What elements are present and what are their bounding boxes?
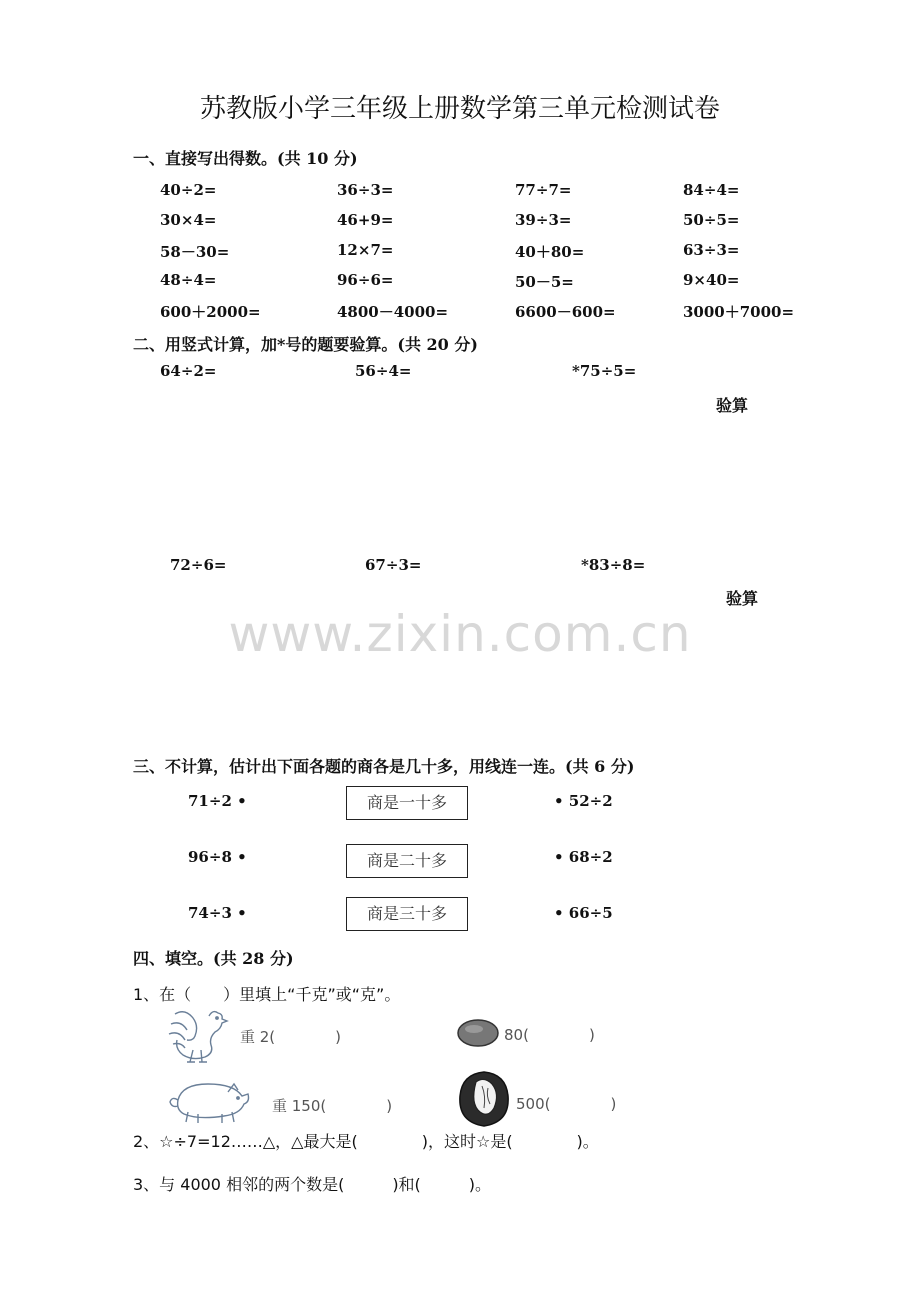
fill-blank: 80( ) (504, 1026, 595, 1044)
problem: 9×40= (683, 271, 740, 289)
problem: 30×4= (160, 211, 217, 229)
fill-blank: 500( ) (516, 1095, 617, 1113)
rooster-icon (165, 1006, 233, 1064)
fill-blank: 重 2( ) (240, 1028, 342, 1046)
problem: 12×7= (337, 241, 394, 259)
problem: 46+9= (337, 211, 394, 229)
problem: 40÷2= (160, 181, 217, 199)
problem: *83÷8= (581, 556, 646, 574)
match-right-item: • 66÷5 (554, 904, 613, 922)
problem: 58－30= (160, 243, 230, 261)
problem: *75÷5= (572, 362, 637, 380)
problem: 36÷3= (337, 181, 394, 199)
problem: 67÷3= (365, 556, 422, 574)
section-3-heading: 三、不计算，估计出下面各题的商各是几十多，用线连一连。(共 6 分) (133, 757, 635, 776)
question-3: 3、与 4000 相邻的两个数是( )和( )。 (133, 1175, 492, 1194)
problem: 600＋2000= (160, 303, 261, 321)
check-label: 验算 (716, 396, 749, 415)
answer-box: 商是一十多 (346, 786, 468, 820)
egg-icon (456, 1018, 500, 1048)
match-left-item: 71÷2 • (188, 792, 247, 810)
problem: 4800－4000= (337, 303, 449, 321)
problem: 39÷3= (515, 211, 572, 229)
question-2: 2、☆÷7=12……△，△最大是( )，这时☆是( )。 (133, 1132, 599, 1151)
problem: 56÷4= (355, 362, 412, 380)
problem: 77÷7= (515, 181, 572, 199)
match-right-item: • 68÷2 (554, 848, 613, 866)
watermark: www.zixin.com.cn (228, 605, 692, 663)
problem: 6600－600= (515, 303, 616, 321)
problem: 40＋80= (515, 243, 585, 261)
problem: 64÷2= (160, 362, 217, 380)
match-left-item: 74÷3 • (188, 904, 247, 922)
match-right-item: • 52÷2 (554, 792, 613, 810)
problem: 63÷3= (683, 241, 740, 259)
section-4-heading: 四、填空。(共 28 分) (133, 949, 294, 968)
problem: 48÷4= (160, 271, 217, 289)
section-2-heading: 二、用竖式计算，加*号的题要验算。(共 20 分) (133, 335, 478, 354)
problem: 96÷6= (337, 271, 394, 289)
problem: 84÷4= (683, 181, 740, 199)
section-1-heading: 一、直接写出得数。(共 10 分) (133, 149, 358, 168)
cabbage-icon (456, 1068, 512, 1128)
problem: 50－5= (515, 273, 574, 291)
problem: 3000＋7000= (683, 303, 795, 321)
check-label: 验算 (726, 589, 759, 608)
match-left-item: 96÷8 • (188, 848, 247, 866)
answer-box: 商是二十多 (346, 844, 468, 878)
question-1: 1、在（ ）里填上“千克”或“克”。 (133, 985, 401, 1004)
answer-box: 商是三十多 (346, 897, 468, 931)
pig-icon (166, 1078, 252, 1124)
problem: 50÷5= (683, 211, 740, 229)
fill-blank: 重 150( ) (272, 1097, 393, 1115)
page-title: 苏教版小学三年级上册数学第三单元检测试卷 (199, 94, 720, 124)
problem: 72÷6= (170, 556, 227, 574)
